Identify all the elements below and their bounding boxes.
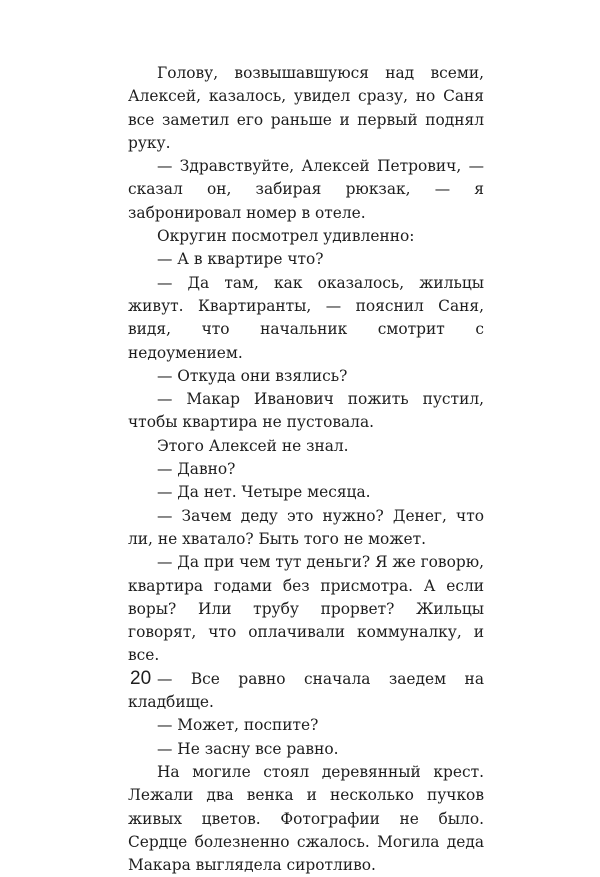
paragraph: — Да там, как оказалось, жильцы живут. Квартиранты, — пояснил Саня, видя, что начальник смотрит с недоумением.: [128, 273, 484, 362]
paragraph: — Макар Иванович пожить пустил, чтобы квартира не пустовала.: [128, 390, 484, 432]
paragraph: — Давно?: [157, 460, 236, 479]
page-number: 20: [130, 668, 152, 689]
paragraph: Округин посмотрел удивленно:: [157, 227, 415, 246]
paragraph: — Да при чем тут деньги? Я же говорю, квартира годами без присмотра. А если воры? Или трубу прорвет? Жильцы говорят, что оплачивали коммуналку, и все.: [128, 553, 484, 665]
paragraph: Этого Алексей не знал.: [157, 436, 349, 455]
paragraph: — А в квартире что?: [157, 250, 324, 269]
paragraph: — Да нет. Четыре месяца.: [157, 483, 371, 502]
paragraph: — Зачем деду это нужно? Денег, что ли, не хватало? Быть того не может.: [128, 506, 484, 548]
paragraph: — Может, поспите?: [157, 716, 319, 735]
paragraph: Голову, возвышавшуюся над всеми, Алексей, казалось, увидел сразу, но Саня все заметил его раньше и первый поднял руку.: [128, 64, 484, 152]
page-text: [128, 62, 484, 877]
paragraph: — Здравствуйте, Алексей Петрович, — сказал он, забирая рюкзак, — я забронировал номер в отеле.: [128, 157, 484, 222]
paragraph: — Все равно сначала заедем на кладбище.: [128, 669, 484, 712]
paragraph: — Не засну все равно.: [157, 739, 339, 758]
paragraph: — Откуда они взялись?: [157, 366, 348, 385]
paragraph: На могиле стоял деревянный крест. Лежали два венка и несколько пучков живых цветов. Фотографии не было. Сердце болезненно сжалось. Могила деда Макара выглядела сиротливо.: [128, 762, 484, 875]
